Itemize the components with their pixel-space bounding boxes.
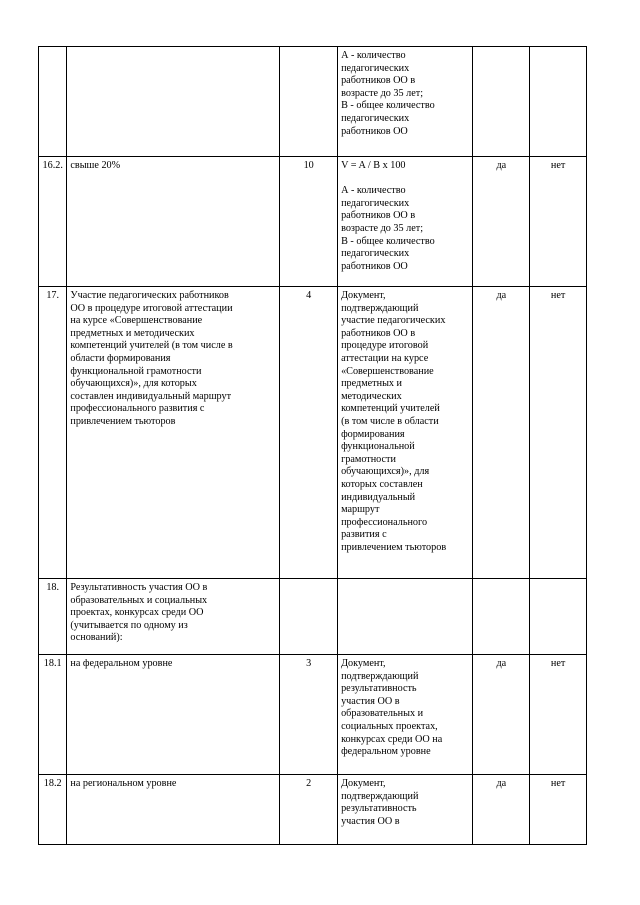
- calculation-line: подтверждающий: [341, 790, 419, 802]
- criterion-name-line: ОО в процедуре итоговой аттестации: [70, 302, 233, 314]
- criterion-name-line: на курсе «Совершенствование: [70, 315, 203, 327]
- row-number: [39, 47, 67, 157]
- calculation-line: образовательных и: [341, 708, 424, 720]
- calculation-method: [338, 287, 473, 579]
- calculation-method: [338, 775, 473, 845]
- calculation-line: педагогических: [341, 112, 410, 124]
- criterion-name-line: обучающихся)», для которых: [70, 378, 197, 390]
- calculation-line: возрасте до 35 лет;: [341, 222, 424, 234]
- criterion-name-line: Участие педагогических работников: [70, 290, 229, 301]
- table-row: [39, 287, 587, 579]
- criterion-name-line: Результативность участия ОО в: [70, 582, 208, 593]
- table-row: [39, 47, 587, 157]
- criterion-name-line: свыше 20%: [70, 160, 121, 171]
- calculation-line: подтверждающий: [341, 670, 419, 682]
- calculation-line: федеральном уровне: [341, 746, 431, 758]
- criteria-table: [38, 46, 587, 845]
- table-row: [39, 579, 587, 655]
- answer-yes: да: [473, 655, 530, 775]
- calculation-line: процедуре итоговой: [341, 340, 429, 352]
- calculation-line: работников ОО: [341, 125, 408, 137]
- row-number: 18.: [39, 579, 67, 655]
- calculation-line: формирования: [341, 428, 405, 440]
- calculation-method: [338, 655, 473, 775]
- criterion-name-line: области формирования: [70, 352, 171, 364]
- calculation-line: методических: [341, 390, 402, 402]
- calculation-line: участия ОО в: [341, 695, 400, 707]
- calculation-line: индивидуальный: [341, 491, 416, 503]
- criterion-name: [67, 47, 280, 157]
- answer-yes: [473, 579, 530, 655]
- calculation-line: подтверждающий: [341, 302, 419, 314]
- criterion-name: [67, 775, 280, 845]
- points-value: [280, 579, 338, 655]
- calculation-line: участие педагогических: [341, 315, 446, 327]
- criterion-name-line: проектах, конкурсах среди ОО: [70, 607, 204, 619]
- points-value: 3: [280, 655, 338, 775]
- criterion-name-line: привлечением тьюторов: [70, 415, 176, 427]
- calculation-line: (в том числе в области: [341, 415, 439, 427]
- calculation-method: [338, 579, 473, 655]
- calculation-line: обучающихся)», для: [341, 466, 430, 478]
- row-number: 18.2: [39, 775, 67, 845]
- calculation-line: профессионального: [341, 516, 428, 528]
- answer-yes: да: [473, 775, 530, 845]
- answer-no: нет: [530, 775, 587, 845]
- table-row: [39, 157, 587, 287]
- points-value: 4: [280, 287, 338, 579]
- criterion-name-line: на региональном уровне: [70, 778, 177, 789]
- calculation-line: педагогических: [341, 248, 410, 260]
- answer-no: нет: [530, 287, 587, 579]
- calculation-line: возрасте до 35 лет;: [341, 87, 424, 99]
- spacer: [341, 173, 469, 186]
- calculation-line: привлечением тьюторов: [341, 541, 447, 553]
- criterion-name: [67, 579, 280, 655]
- calculation-line: функциональной: [341, 441, 415, 453]
- row-number: 18.1: [39, 655, 67, 775]
- points-value: [280, 47, 338, 157]
- calculation-line: работников ОО в: [341, 75, 416, 87]
- criterion-name-line: (учитывается по одному из: [70, 619, 188, 631]
- criterion-name-line: функциональной грамотности: [70, 365, 202, 377]
- points-value: 10: [280, 157, 338, 287]
- calculation-line: В - общее количество: [341, 100, 435, 112]
- calculation-line: компетенций учителей: [341, 403, 440, 415]
- criterion-name-line: образовательных и социальных: [70, 594, 208, 606]
- calculation-method: [338, 47, 473, 157]
- calculation-line: Документ,: [341, 658, 386, 669]
- calculation-line: педагогических: [341, 62, 410, 74]
- table-row: [39, 655, 587, 775]
- formula: V = A / B x 100: [341, 160, 406, 171]
- calculation-line: «Совершенствование: [341, 365, 434, 377]
- criterion-name-line: предметных и методических: [70, 327, 195, 339]
- calculation-line: работников ОО в: [341, 210, 416, 222]
- criterion-name: [67, 655, 280, 775]
- calculation-line: А - количество: [341, 185, 406, 197]
- answer-no: нет: [530, 655, 587, 775]
- calculation-line: развития с: [341, 529, 387, 541]
- answer-no: [530, 47, 587, 157]
- answer-no: [530, 579, 587, 655]
- table-body: [39, 47, 587, 845]
- criterion-name-line: компетенций учителей (в том числе в: [70, 340, 233, 352]
- calculation-method: [338, 157, 473, 287]
- calculation-line: результативность: [341, 683, 417, 695]
- criterion-name-line: оснований):: [70, 632, 123, 644]
- criterion-name: [67, 287, 280, 579]
- row-number: 17.: [39, 287, 67, 579]
- calculation-line: А - количество: [341, 50, 406, 61]
- calculation-line: аттестации на курсе: [341, 352, 429, 364]
- answer-no: нет: [530, 157, 587, 287]
- answer-yes: [473, 47, 530, 157]
- criterion-name-line: на федеральном уровне: [70, 658, 173, 669]
- calculation-line: предметных и: [341, 378, 403, 390]
- calculation-line: социальных проектах,: [341, 720, 438, 732]
- calculation-line: грамотности: [341, 453, 396, 465]
- answer-yes: да: [473, 157, 530, 287]
- criterion-name: [67, 157, 280, 287]
- table-row: [39, 775, 587, 845]
- points-value: 2: [280, 775, 338, 845]
- calculation-line: конкурсах среди ОО на: [341, 733, 443, 745]
- calculation-line: участия ОО в: [341, 815, 400, 827]
- calculation-line: Документ,: [341, 778, 386, 789]
- row-number: 16.2.: [39, 157, 67, 287]
- calculation-line: маршрут: [341, 504, 380, 516]
- calculation-line: Документ,: [341, 290, 386, 301]
- calculation-line: педагогических: [341, 197, 410, 209]
- calculation-line: которых составлен: [341, 478, 423, 490]
- calculation-line: В - общее количество: [341, 235, 435, 247]
- calculation-line: результативность: [341, 803, 417, 815]
- calculation-line: работников ОО: [341, 260, 408, 272]
- answer-yes: да: [473, 287, 530, 579]
- criterion-name-line: профессионального развития с: [70, 403, 205, 415]
- calculation-line: работников ОО в: [341, 327, 416, 339]
- criterion-name-line: составлен индивидуальный маршрут: [70, 390, 232, 402]
